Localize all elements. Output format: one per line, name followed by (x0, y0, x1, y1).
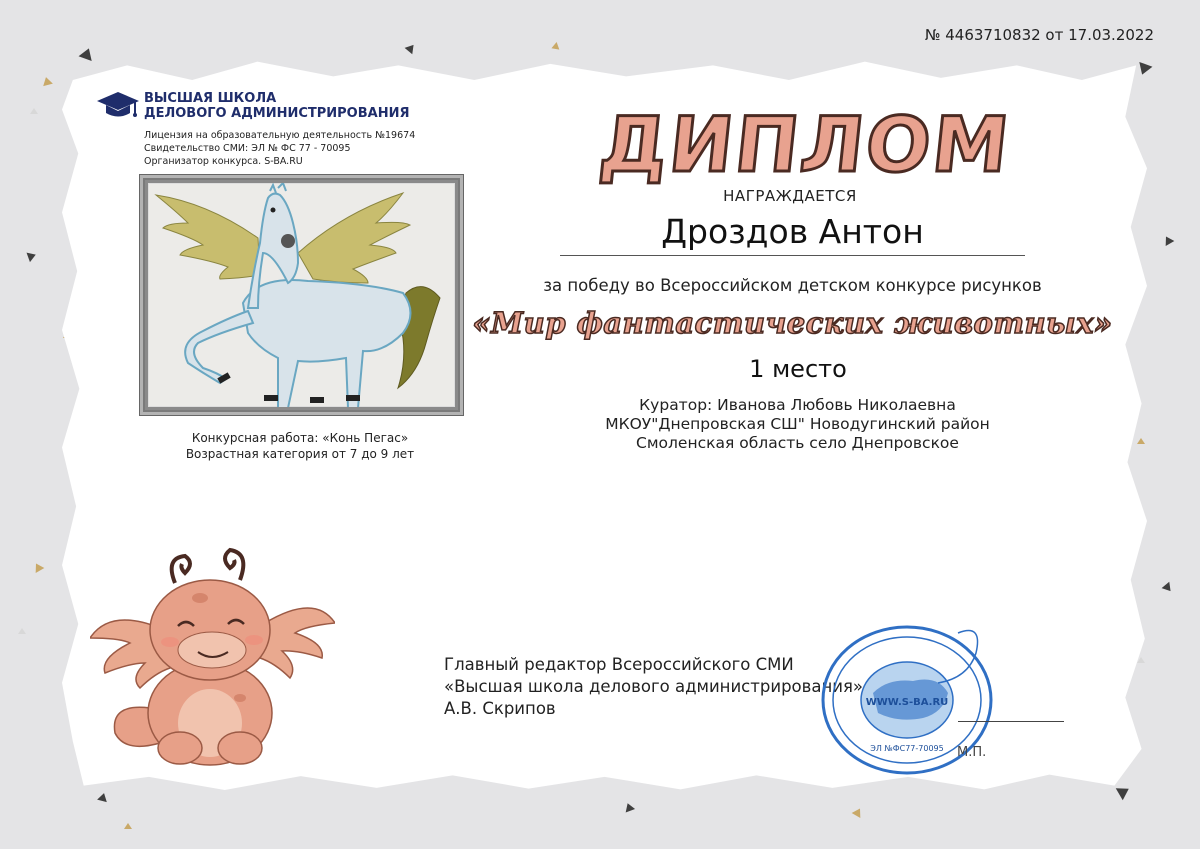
media-cert-text: Свидетельство СМИ: ЭЛ № ФС 77 - 70095 (144, 143, 351, 154)
stamp-place-label: М.П. (957, 745, 987, 760)
work-title: Конкурсная работа: «Конь Пегас» (191, 431, 409, 445)
artwork-caption (160, 430, 440, 462)
pegasus-drawing (148, 183, 455, 407)
stamp-license-text: ЭЛ №ФС77-70095 (870, 744, 944, 753)
curator-info (540, 396, 1055, 453)
name-underline (560, 255, 1025, 256)
organization-name: ВЫСШАЯ ШКОЛА ДЕЛОВОГО АДМИНИСТРИРОВАНИЯ (144, 91, 410, 121)
graduation-cap-icon (96, 90, 140, 124)
diploma-title: ДИПЛОМ (595, 100, 1015, 189)
awarded-label: НАГРАЖДАЕТСЯ (723, 187, 857, 205)
age-category: Возрастная категория от 7 до 9 лет (185, 447, 415, 461)
editor-name: А.В. Скрипов (444, 699, 556, 718)
editor-signature (444, 654, 863, 720)
recipient-name: Дроздов Антон (661, 212, 924, 251)
artwork-frame (139, 174, 464, 416)
dragon-illustration (90, 538, 335, 772)
license-text: Лицензия на образовательную деятельность №19674 (144, 130, 416, 141)
stamp-site-text: WWW.S-BA.RU (865, 697, 949, 708)
certificate-number: № 4463710832 от 17.03.2022 (924, 26, 1154, 44)
school-name: МКОУ"Днепровская СШ" Новодугинский район (605, 415, 990, 433)
organizer-text: Организатор конкурса. S-BA.RU (144, 156, 303, 167)
award-reason: за победу во Всероссийском детском конкурсе рисунков (543, 276, 1042, 295)
organization-details (144, 129, 415, 168)
school-location: Смоленская область село Днепровское (636, 434, 959, 452)
signature-line (958, 721, 1064, 722)
place-result: 1 место (749, 355, 847, 383)
contest-name: «Мир фантастических животных» (472, 306, 1113, 340)
editor-organization: «Высшая школа делового администрирования» (444, 677, 864, 696)
editor-title: Главный редактор Всероссийского СМИ (444, 655, 794, 674)
curator-name: Куратор: Иванова Любовь Николаевна (639, 396, 956, 414)
